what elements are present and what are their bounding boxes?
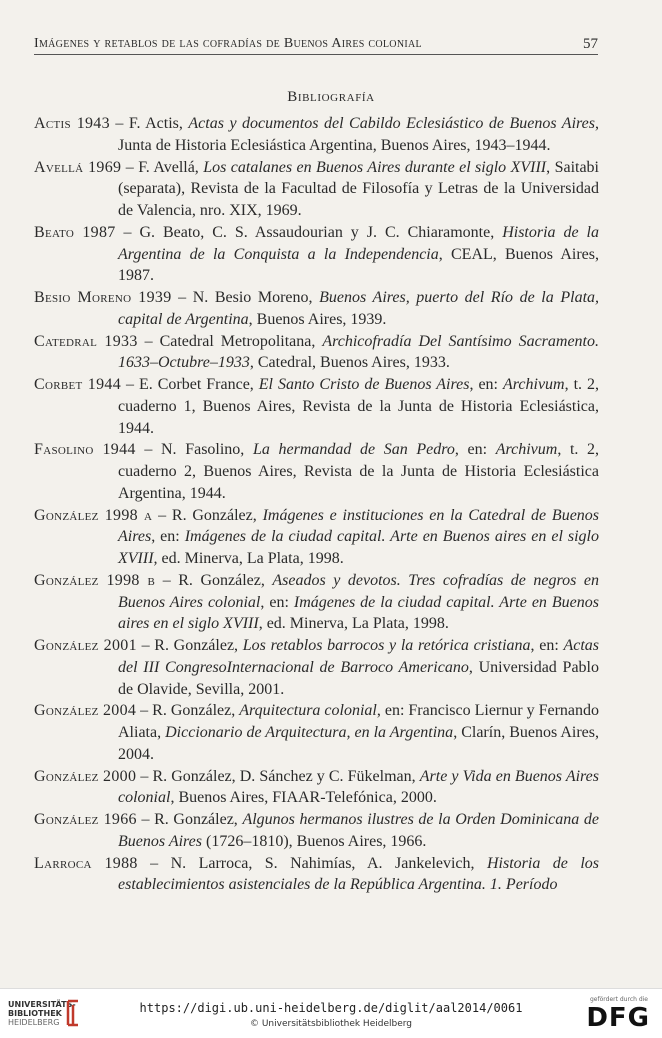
bibliography-entry xyxy=(34,157,599,222)
entry-title: Arquitectura colonial xyxy=(239,702,377,720)
entry-title: Los retablos barrocos y la retórica cristiana xyxy=(242,637,531,654)
entry-source-details: , t. 2, cuaderno 1, Buenos Aires, Revista de la Junta de Historia Eclesiástica, 1944. xyxy=(118,376,600,437)
entry-details: (1726–1810), Buenos Aires, 1966. xyxy=(202,832,427,850)
entry-separator: – xyxy=(136,767,153,785)
entry-key: González 2004 xyxy=(34,702,137,720)
entry-author: N. Besio Moreno, xyxy=(192,289,320,306)
entry-source-details: , Clarín, Buenos Aires, 2004. xyxy=(118,724,600,763)
entry-details: , Buenos Aires, 1939. xyxy=(248,310,387,328)
entry-separator: – xyxy=(136,637,155,654)
entry-author: R. González, xyxy=(152,702,240,720)
bibliography-entry xyxy=(34,439,599,504)
entry-title: Actas y documentos del Cabildo Eclesiástico de Buenos Aires xyxy=(188,115,595,132)
entry-source-title: Imágenes de la ciudad capital. Arte en Buenos aires en el siglo XVIII xyxy=(118,593,600,633)
bibliography-entry xyxy=(34,505,599,570)
entry-title: Arte y Vida en Buenos Aires colonial xyxy=(118,767,600,807)
entry-author: R. González, xyxy=(154,811,243,828)
entry-source-details: , Universidad Pablo de Olavide, Sevilla, 2001. xyxy=(118,658,599,698)
entry-key: Catedral 1933 xyxy=(34,332,138,350)
entry-title: Algunos hermanos ilustres de la Orden Dominicana de Buenos Aires xyxy=(118,811,600,850)
entry-details: , en: xyxy=(151,528,185,546)
entry-source-details: ed. Minerva, La Plata, 1998. xyxy=(157,550,344,567)
entry-author: Catedral Metropolitana, xyxy=(159,332,323,350)
entry-separator: – xyxy=(109,115,129,132)
entry-author: E. Corbet France, xyxy=(138,376,259,393)
entry-details: , en: Francisco Liernur y Fernando Aliata, xyxy=(118,702,600,741)
entry-title: Historia de la Argentina de la Conquista a la Independencia xyxy=(118,223,599,263)
entry-title: La hermandad de San Pedro xyxy=(252,441,455,459)
entry-separator: – xyxy=(136,811,155,828)
entry-separator: – xyxy=(155,571,179,589)
section-title: Bibliografía xyxy=(287,89,375,105)
entry-title: Historia de los establecimientos asistenciales de la República Argentina. 1. Período xyxy=(118,854,600,894)
entry-details: , Buenos Aires, FIAAR-Telefónica, 2000. xyxy=(170,789,437,807)
entry-source-title: Archivum xyxy=(502,376,565,393)
entry-key: González 1966 xyxy=(34,811,137,828)
entry-key: Larroca 1988 xyxy=(34,854,138,872)
bibliography-entry xyxy=(34,570,599,635)
entry-key: González 1998 a xyxy=(34,506,153,524)
running-head: Imágenes y retablos de las cofradías de Buenos Aires colonial xyxy=(34,36,598,55)
bibliography-entry xyxy=(34,222,599,287)
entry-details: , CEAL, Buenos Aires, 1987. xyxy=(118,245,600,285)
entry-key: González 2001 xyxy=(34,637,137,654)
entry-source-title: Archivum xyxy=(495,441,558,459)
bibliography-entry xyxy=(34,374,599,439)
entry-separator: – xyxy=(121,158,139,176)
entry-author: N. Fasolino, xyxy=(161,441,253,459)
bibliography-entry xyxy=(34,331,599,375)
entry-key: Besio Moreno 1939 xyxy=(34,289,172,306)
entry-source-details: , t. 2, cuaderno 2, Buenos Aires, Revista de la Junta de Historia Eclesiástica Argentina, 1944. xyxy=(118,441,600,502)
entry-author: G. Beato, C. S. Assaudourian y J. C. Chiaramonte, xyxy=(139,223,503,241)
entry-author: R. González, xyxy=(171,506,263,524)
bibliography-entry xyxy=(34,853,599,897)
entry-separator: – xyxy=(136,702,153,720)
bibliography-entry xyxy=(34,113,599,157)
entry-key: González 2000 xyxy=(34,767,137,785)
library-name-line2: BIBLIOTHEK xyxy=(8,1009,62,1018)
entry-author: F. Actis, xyxy=(128,115,189,132)
entry-source-title: Actas del III CongresoInternacional de Barroco Americano xyxy=(118,637,600,676)
entry-details: , en: xyxy=(454,441,496,459)
funding-caption: gefördert durch die xyxy=(590,996,648,1003)
entry-key: Avellá 1969 xyxy=(34,158,122,176)
entry-details: , Junta de Historia Eclesiástica Argentina, Buenos Aires, 1943–1944. xyxy=(118,115,599,154)
entry-details: , Catedral, Buenos Aires, 1933. xyxy=(249,354,450,372)
entry-title: Imágenes e instituciones en la Catedral de Buenos Aires xyxy=(118,506,600,546)
entry-title: Archicofradía Del Santísimo Sacramento. 1633–Octubre–1933 xyxy=(118,332,599,372)
entry-details: , en: xyxy=(530,637,564,654)
copyright-notice: © Universitätsbibliothek Heidelberg xyxy=(249,1019,412,1029)
dfg-logo: DFG xyxy=(586,1003,650,1033)
bibliography-entry xyxy=(34,809,599,853)
entry-key: González 1998 b xyxy=(34,571,156,589)
bibliography-entry xyxy=(34,287,599,331)
viewer-footer xyxy=(0,988,662,1038)
entry-details: , en: xyxy=(469,376,503,393)
entry-author: R. González, xyxy=(178,571,273,589)
entry-separator: – xyxy=(137,854,171,872)
entry-author: R. González, D. Sánchez y C. Fükelman, xyxy=(152,767,420,785)
entry-details: , en: xyxy=(260,593,294,611)
library-name-line3: HEIDELBERG xyxy=(8,1018,60,1027)
entry-author: F. Avellá, xyxy=(138,158,204,176)
entry-title: El Santo Cristo de Buenos Aires xyxy=(258,376,470,393)
bibliography-entry xyxy=(34,766,599,810)
page-number: 57 xyxy=(583,36,598,52)
entry-details: , Saitabi (separata), Revista de la Facultad de Filosofía y Letras de la Universidad de Valencia, nro. XIX, 1969. xyxy=(118,158,600,219)
entry-title: Buenos Aires, puerto del Río de la Plata, capital de Argentina xyxy=(118,289,600,328)
entry-author: N. Larroca, S. Nahimías, A. Jankelevich, xyxy=(170,854,487,872)
entry-separator: – xyxy=(171,289,193,306)
entry-separator: – xyxy=(152,506,172,524)
bibliography-list xyxy=(34,113,599,896)
bibliography-entry xyxy=(34,700,599,765)
entry-separator: – xyxy=(115,223,140,241)
entry-key: Corbet 1944 xyxy=(34,376,122,393)
entry-key: Fasolino 1944 xyxy=(34,441,136,459)
entry-separator: – xyxy=(135,441,161,459)
bibliography-entry xyxy=(34,635,599,700)
entry-separator: – xyxy=(137,332,160,350)
library-name-line1: UNIVERSITÄTS- xyxy=(8,1000,76,1009)
entry-title: Aseados y devotos. Tres cofradías de negros en Buenos Aires colonial xyxy=(118,571,600,611)
entry-source-title: Imágenes de la ciudad capital. Arte en Buenos aires en el siglo XVIII, xyxy=(118,528,599,567)
entry-source-details: , ed. Minerva, La Plata, 1998. xyxy=(258,615,449,633)
permalink-url[interactable]: https://digi.ub.uni-heidelberg.de/diglit/aal2014/0061 xyxy=(139,1001,523,1015)
entry-separator: – xyxy=(121,376,139,393)
entry-title: Los catalanes en Buenos Aires durante el siglo XVIII xyxy=(203,158,547,176)
entry-key: Actis 1943 xyxy=(34,115,110,132)
entry-author: R. González, xyxy=(154,637,243,654)
entry-key: Beato 1987 xyxy=(34,223,116,241)
entry-source-title: Diccionario de Arquitectura, en la Argentina xyxy=(165,724,454,741)
